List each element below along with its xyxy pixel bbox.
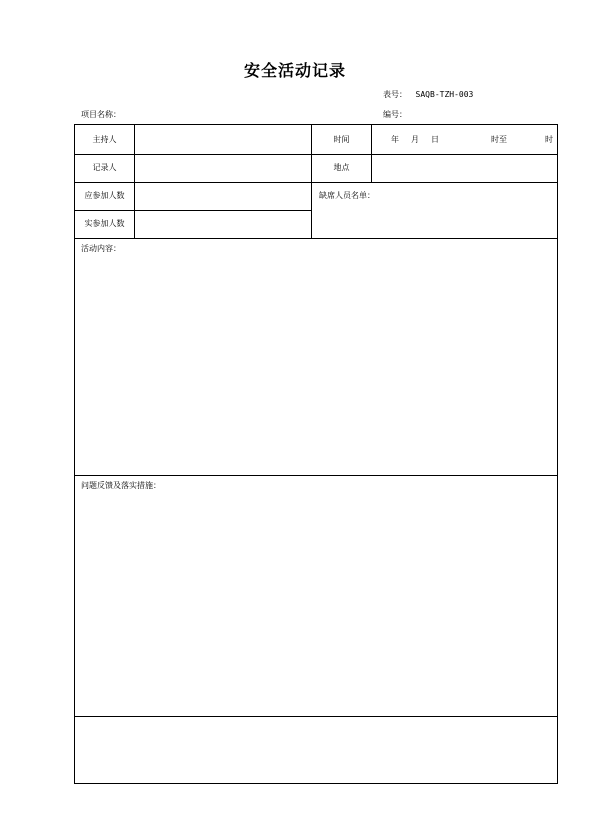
year-label: 年 bbox=[391, 135, 399, 144]
location-label: 地点 bbox=[333, 163, 350, 172]
absent-list-label: 缺席人员名单： bbox=[319, 191, 375, 200]
host-label: 主持人 bbox=[92, 135, 117, 144]
activity-record-form bbox=[74, 124, 558, 784]
activity-content-label: 活动内容： bbox=[81, 244, 121, 253]
actual-attendees-label: 实参加人数 bbox=[84, 219, 125, 228]
hour-to-label: 时至 bbox=[491, 135, 507, 144]
page-title: 安全活动记录 bbox=[243, 61, 346, 80]
project-name-label: 项目名称： bbox=[81, 110, 121, 119]
form-number-value: SAQB-TZH-003 bbox=[415, 90, 474, 99]
serial-number-label: 编号： bbox=[383, 110, 407, 119]
form-number-label: 表号： bbox=[383, 90, 407, 99]
activity-content-field[interactable] bbox=[76, 257, 556, 473]
month-label: 月 bbox=[411, 135, 419, 144]
time-label: 时间 bbox=[333, 135, 350, 144]
location-field[interactable] bbox=[372, 155, 556, 181]
recorder-field[interactable] bbox=[135, 155, 310, 181]
absent-list-field[interactable] bbox=[312, 201, 556, 237]
hour-end-label: 时 bbox=[545, 135, 553, 144]
row-divider bbox=[75, 475, 557, 476]
time-field[interactable] bbox=[372, 127, 556, 153]
row-divider bbox=[75, 716, 557, 717]
signature-area[interactable] bbox=[76, 718, 556, 782]
row-divider bbox=[75, 238, 557, 239]
feedback-label: 问题反馈及落实措施： bbox=[81, 481, 161, 490]
form-number bbox=[383, 90, 473, 100]
feedback-field[interactable] bbox=[76, 495, 556, 714]
expected-attendees-label: 应参加人数 bbox=[84, 191, 125, 200]
host-field[interactable] bbox=[135, 127, 310, 153]
expected-attendees-field[interactable] bbox=[135, 183, 310, 209]
day-label: 日 bbox=[431, 135, 439, 144]
recorder-label: 记录人 bbox=[92, 163, 117, 172]
actual-attendees-field[interactable] bbox=[135, 211, 310, 237]
